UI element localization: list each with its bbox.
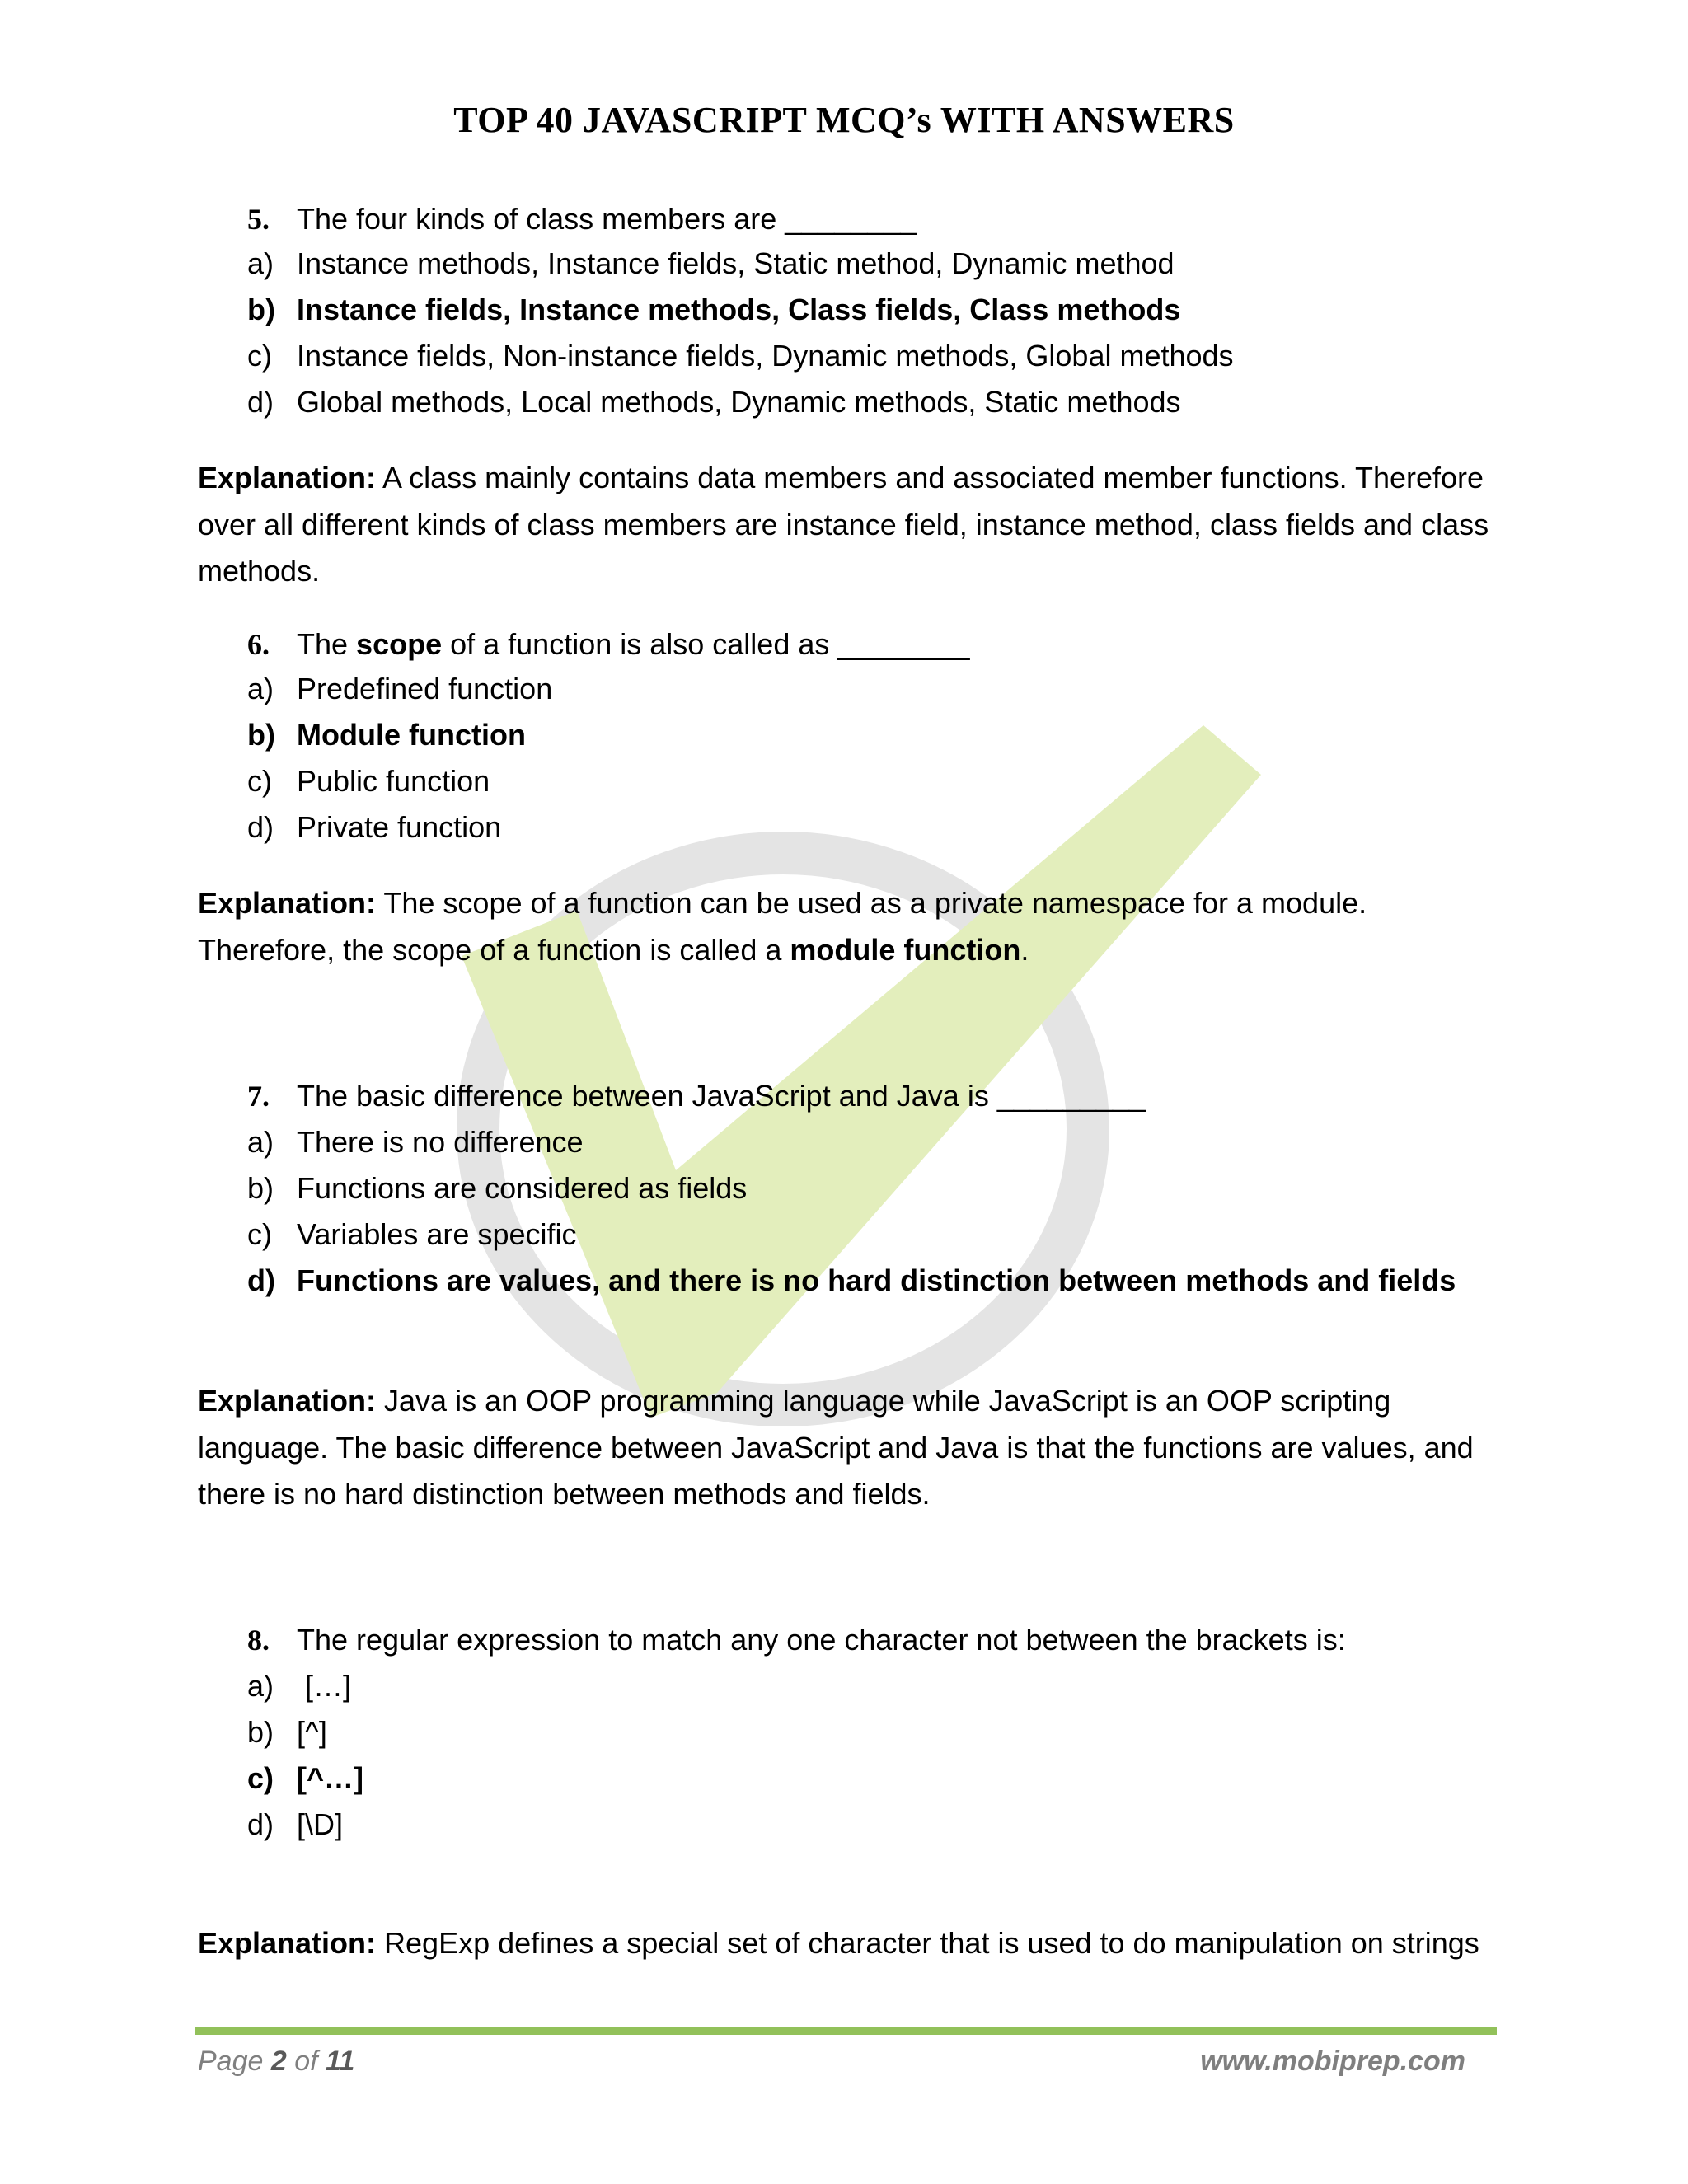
option-label: c) — [247, 764, 272, 798]
explanation — [198, 1378, 1500, 1518]
question-stem: The regular expression to match any one character not between the brackets is: — [297, 1623, 1346, 1657]
option-label: c) — [247, 1761, 274, 1795]
question-stem: The basic difference between JavaScript and Java is _________ — [297, 1079, 1146, 1113]
option-text: Instance fields, Non-instance fields, Dynamic methods, Global methods — [297, 339, 1234, 373]
explanation: Explanation: The scope of a function can be used as a private namespace for a module. Therefore, the scope of a function is called a module function. — [198, 886, 1367, 967]
option-label: d) — [247, 1807, 274, 1841]
option-text: Private function — [297, 810, 502, 844]
option-label: b) — [247, 293, 275, 326]
option-text: [^…] — [297, 1761, 363, 1795]
explanation-label: Explanation: — [198, 461, 377, 494]
option-label: b) — [247, 1715, 274, 1749]
option-label: c) — [247, 339, 272, 373]
option-label: a) — [247, 1125, 274, 1159]
question-number: 5. — [247, 203, 270, 236]
option-label: d) — [247, 385, 274, 419]
option-text: Global methods, Local methods, Dynamic methods, Static methods — [297, 385, 1181, 419]
option-text: Public function — [297, 764, 490, 798]
question-stem: The scope of a function is also called as ________ — [297, 627, 970, 661]
option-label: a) — [247, 1669, 274, 1703]
option-text: Variables are specific — [297, 1217, 577, 1251]
option-text: Instance methods, Instance fields, Static method, Dynamic method — [297, 246, 1175, 280]
explanation-text: The scope of a function can be used as a private namespace for a module. Therefore, the scope of a function is called a — [198, 886, 1367, 967]
explanation-text: A class mainly contains data members and associated member functions. Therefore over all different kinds of class members are instance field, instance method, class fields and class methods. — [198, 461, 1489, 588]
option-text: Instance fields, Instance methods, Class fields, Class methods — [297, 293, 1181, 326]
stem-keyword: scope — [356, 627, 443, 661]
option-text: Module function — [297, 718, 526, 752]
explanation-keyword: module function — [790, 932, 1021, 967]
explanation-text: RegExp defines a special set of character that is used to do manipulation on strings — [376, 1926, 1479, 1960]
question-number: 8. — [247, 1624, 270, 1657]
option-label: a) — [247, 246, 274, 280]
website-link[interactable]: www.mobiprep.com — [1200, 2046, 1465, 2077]
option-label: a) — [247, 672, 274, 705]
page-title: TOP 40 JAVASCRIPT MCQ’s WITH ANSWERS — [453, 100, 1235, 140]
option-label: d) — [247, 810, 274, 844]
question-number: 7. — [247, 1080, 270, 1113]
option-text: […] — [297, 1669, 352, 1703]
page-number: Page 2 of 11 — [198, 2046, 355, 2077]
explanation — [198, 1920, 1500, 1967]
option-text: [\D] — [297, 1807, 344, 1841]
explanation-label: Explanation: — [198, 886, 377, 920]
explanation-text: Java is an OOP programming language while JavaScript is an OOP scripting language. The basic difference between JavaScript and Java is that the functions are values, and there is no hard distinction between methods and fields. — [198, 1384, 1474, 1511]
check-logo-watermark — [429, 709, 1286, 1426]
footer-divider — [195, 2027, 1497, 2035]
option-text: Functions are values, and there is no hard distinction between methods and fields — [297, 1263, 1456, 1297]
question-stem: The four kinds of class members are ________ — [297, 202, 917, 236]
option-label: b) — [247, 1171, 274, 1205]
option-label: d) — [247, 1263, 275, 1297]
option-label: c) — [247, 1217, 272, 1251]
explanation-label: Explanation: — [198, 1926, 377, 1960]
option-text: Predefined function — [297, 672, 553, 705]
option-text: Functions are considered as fields — [297, 1171, 748, 1205]
option-label: b) — [247, 718, 275, 752]
explanation-label: Explanation: — [198, 1384, 377, 1418]
option-text: [^] — [297, 1715, 327, 1749]
question-number: 6. — [247, 628, 270, 661]
option-text: There is no difference — [297, 1125, 584, 1159]
explanation — [198, 455, 1500, 595]
